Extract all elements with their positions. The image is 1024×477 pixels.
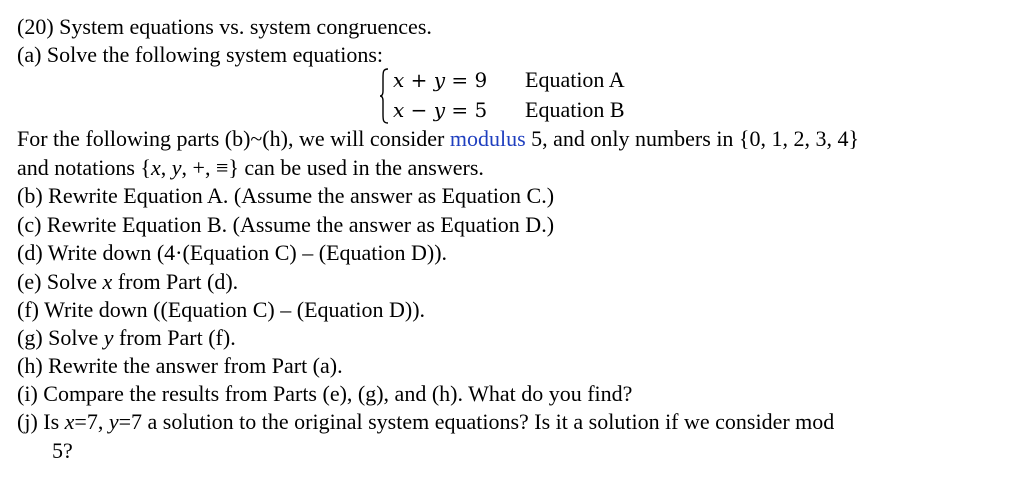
equation-system [379,66,679,126]
part-i: (i) Compare the results from Parts (e), (g), and (h). What do you find? [17,381,633,406]
part-h: (h) Rewrite the answer from Part (a). [17,353,343,378]
left-brace [379,68,389,124]
modulus-term: modulus [449,126,526,151]
part-f: (f) Write down ((Equation C) – (Equation D)). [17,297,426,322]
part-a-prompt: (a) Solve the following system equations: [17,42,383,67]
equation-b-row [393,96,625,124]
part-e: (e) Solve x from Part (d). [17,269,239,294]
part-c: (c) Rewrite Equation B. (Assume the answer as Equation D.) [17,212,555,237]
equation-a-row [393,66,625,94]
equation-b-label: Equation B [525,97,625,122]
instructions-line-1: For the following parts (b)~(h), we will consider modulus 5, and only numbers in {0, 1, 2, 3, 4} [17,126,860,151]
part-d: (d) Write down (4·(Equation C) – (Equation D)). [17,240,448,265]
equation-a-label: Equation A [525,67,625,92]
part-b: (b) Rewrite Equation A. (Assume the answer as Equation C.) [17,183,555,208]
part-g: (g) Solve y from Part (f). [17,325,236,350]
part-j: (j) Is x=7, y=7 a solution to the original system equations? Is it a solution if we consider mod [17,409,835,434]
equation-a-math: x + y = 9 [393,68,488,92]
equation-b-math: x − y = 5 [393,98,488,122]
part-j-continued: 5? [52,438,73,463]
problem-title: (20) System equations vs. system congruences. [17,14,432,39]
instructions-line-2: and notations {x, y, +, ≡} can be used in the answers. [17,155,484,180]
